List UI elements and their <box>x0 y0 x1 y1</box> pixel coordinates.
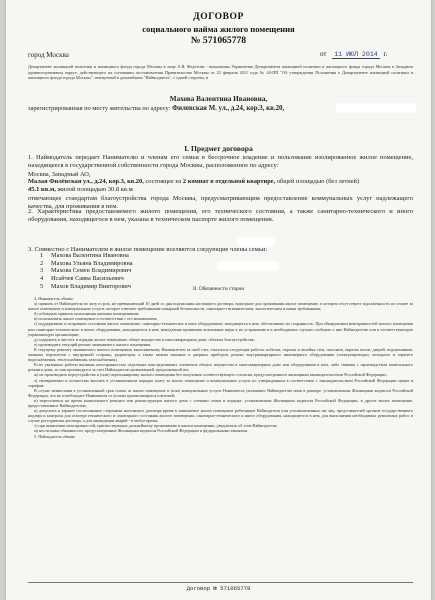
rooms-description: 2 комнат в отдельной квартире, <box>182 178 276 186</box>
document-page <box>6 0 431 600</box>
clause-paragraph: б) соблюдать правила пользования жилыми помещениями; <box>34 311 140 317</box>
registration-line <box>28 105 284 112</box>
redaction-mark <box>218 262 278 270</box>
list-item <box>40 267 133 275</box>
clause-paragraph: м) нести иные обязанности, предусмотренные Жилищным кодексом Российской Федерации и федеральными законами. <box>34 428 249 434</box>
date-line <box>320 50 387 59</box>
list-item <box>40 260 133 268</box>
preamble-text: Департамент жилищной политики и жилищного фонда города Москвы в лице А.В. Федотова - начальника Управления Департамента жилищной политики и жилищного фонда города Москвы в Западном административном округе, действующего на основании постановления Правительства Москвы от 22 февраля 2011 года № 44-ПП "Об утверждении Положения о Департаменте жилищной политики и жилищного фонда города Москвы", именуемый в дальнейшем "Наймодатель", с одной стороны, и <box>28 64 413 81</box>
clause-paragraph: В случае невнесения в установленный срок платы за жилое помещение и (или) коммунальные услуги Наниматель уплачивает Наймодателю пени в размере, установленном Жилищным кодексом Российской Федерации, что не освобождает Нанимателя от уплаты причитающихся платежей; <box>28 387 413 398</box>
section-2-body <box>28 296 413 439</box>
date-year-suffix: г. <box>383 50 388 58</box>
document-title: ДОГОВОР <box>193 12 244 22</box>
clause-paragraph: К текущему ремонту занимаемого жилого помещения, выполняемому Нанимателем за свой счет, относятся следующие работы: побелка, окраска и оклейка стен, потолков, окраска полов, дверей, подоконников, оконных переплетов с внутренней стороны, радиаторов, а также замена оконных и дверных приборов, ремонт внутриквартирного инженерного оборудования (электропроводки, холодного и горячего водоснабжения, теплоснабжения, газоснабжения). <box>28 346 413 363</box>
clause-paragraph: Если указанные работы вызваны неисправностью отдельных конструктивных элементов общего имущества в многоквартирном доме или оборудования в нем, либо связаны с производством капитального ремонта дома, то они производятся за счет Наймодателя организацией, предложенной им; <box>28 362 413 373</box>
clause-paragraph: е) производить текущий ремонт занимаемого жилого помещения. <box>34 341 152 347</box>
clause-paragraph: 4. Наниматель обязан: <box>34 296 74 301</box>
section-2-heading: II. Обязанности сторон <box>192 286 245 292</box>
member-name: Махова Валентина Ивановна <box>51 252 129 259</box>
clause-paragraph: и) переселяться на время капитального ремонта или реконструкции жилого дома с членами семьи в порядке, установленном Жилищным кодексом Российской Федерации, в другое жилое помещение, предоставленное Наймодателем; <box>28 397 413 408</box>
list-item <box>40 252 133 260</box>
tenant-name: Махова Валентина Ивановна, <box>169 95 268 103</box>
member-name: Исайчев Савва Васильевич <box>51 275 124 283</box>
member-number: 1 <box>40 252 44 259</box>
clause-paragraph: 5. Наймодатель обязан: <box>34 433 76 439</box>
area-line <box>28 186 413 194</box>
living-area: жилой площадью 30.8 кв.м <box>57 186 133 193</box>
redaction-mark <box>238 238 274 246</box>
clause-paragraph: д) содержать в чистоте и порядке жилое помещение, общее имущество в многоквартирном доме, объекты благоустройства; <box>34 336 255 342</box>
list-item <box>40 275 133 283</box>
registration-address: Филевская М. ул., д.24, кор.3, кв.20, <box>172 105 285 112</box>
family-members-list <box>40 252 133 291</box>
member-number: 2 <box>40 259 44 267</box>
city-label: город Москва <box>28 51 69 59</box>
member-number: 4 <box>40 275 44 283</box>
clause-paragraph: в) использовать жилое помещение в соответствии с его назначением; <box>34 316 158 322</box>
address-street: Малая Филёвская ул., д.24, кор.3, кв.20, <box>28 178 144 186</box>
clause-paragraph: л) при выявлении неисправностей, препятствующих дальнейшему проживанию в жилом помещении, уведомлять об этом Наймодателя; <box>34 423 278 429</box>
clause-1-continued: отвечающее стандартам благоустройства города Москвы, предусматривающим предоставление коммунальных услуг надлежащего качества, для проживания в нем. <box>28 195 413 210</box>
date-prefix: от <box>320 50 327 58</box>
document-subtitle: социального найма жилого помещения <box>142 24 295 34</box>
document-number: № 571065778 <box>190 35 247 46</box>
address-line-2 <box>28 178 359 185</box>
registration-label: зарегистрированная по месту жительства по адресу: <box>28 105 171 112</box>
clause-1: 1. Наймодатель передает Нанимателю и членам его семьи в бессрочное владение и пользование изолированное жилое помещение, находящееся в государственной собственности города Москвы, расположенное по адресу: <box>28 154 413 169</box>
total-area: 45.1 кв.м, <box>28 186 56 193</box>
footer-divider <box>28 582 413 583</box>
member-number: 3 <box>40 267 44 275</box>
clause-paragraph: г) поддерживать в исправном состоянии жилое помещение, санитарно-техническое и иное оборудование, находящееся в нем, обеспечивать их сохранность. При обнаружении неисправностей жилого помещения или санитарно-технического и иного оборудования, находящегося в нем, немедленно принимать возможные меры к их устранению и в необходимых случаях сообщать о них Наймодателю или в соответствующую управляющую организацию; <box>28 321 413 337</box>
member-name: Махов Владимир Викторович <box>51 282 131 290</box>
clause-paragraph: а) принять от Наймодателя по акту в срок, не превышающий 10 дней со дня подписания настоящего договора, пригодное для проживания жилое помещение, в котором отсутствуют задолженности по оплате за жилое помещение и коммунальные услуги, которое отвечает требованиям пожарной безопасности, санитарно-гигиеническим, экологическим и иным требованиям; <box>28 301 413 312</box>
member-number: 5 <box>40 282 44 290</box>
clause-paragraph: з) своевременно и полностью вносить в установленном порядке плату за жилое помещение и коммунальные услуги по утвержденным в соответствии с законодательством Российской Федерации ценам и тарифам. <box>28 377 413 388</box>
address-line-1: Москва, Западный АО, <box>28 171 91 178</box>
clause-3: 3. Совместно с Нанимателем в жилое помещение вселяются следующие члены семьи: <box>28 246 268 253</box>
area-prefix: общей площадью (без летней) <box>276 178 360 186</box>
member-name: Махова Семен Владимирович <box>51 267 132 275</box>
clause-paragraph: ж) не производить переустройство и (или) перепланировку жилого помещения без получения соответствующего согласия, предусмотренного жилищным законодательством Российской Федерации; <box>34 372 387 378</box>
member-name: Махова Ульяна Владимировна <box>51 259 133 267</box>
property-address <box>28 171 359 185</box>
clause-paragraph: к) допускать в заранее согласованное сторонами настоящего договора время в занимаемое жилое помещение работников Наймодателя или уполномоченных им лиц, представителей органов государственного надзора и контроля для осмотра технического и санитарного состояния жилого помещения, санитарно-технического и иного оборудования, находящегося в нем, для выполнения необходимых ремонтных работ, в случае расторжения договора, а для ликвидации аварий - в любое время; <box>28 408 413 424</box>
footer-contract-number: Договор № 571065778 <box>186 585 251 592</box>
section-1-heading: I. Предмет договора <box>184 144 253 153</box>
clause-2: 2. Характеристика предоставляемого жилого помещения, его технического состояния, а также санитарно-технического и иного оборудования, находящегося в нем, указана в техническом паспорте жилого помещения. <box>28 208 413 223</box>
redaction-mark <box>336 104 416 112</box>
address-consists-of: состоящее из <box>145 178 182 186</box>
date-stamp: 11 ИЮЛ 2014 <box>334 51 378 58</box>
